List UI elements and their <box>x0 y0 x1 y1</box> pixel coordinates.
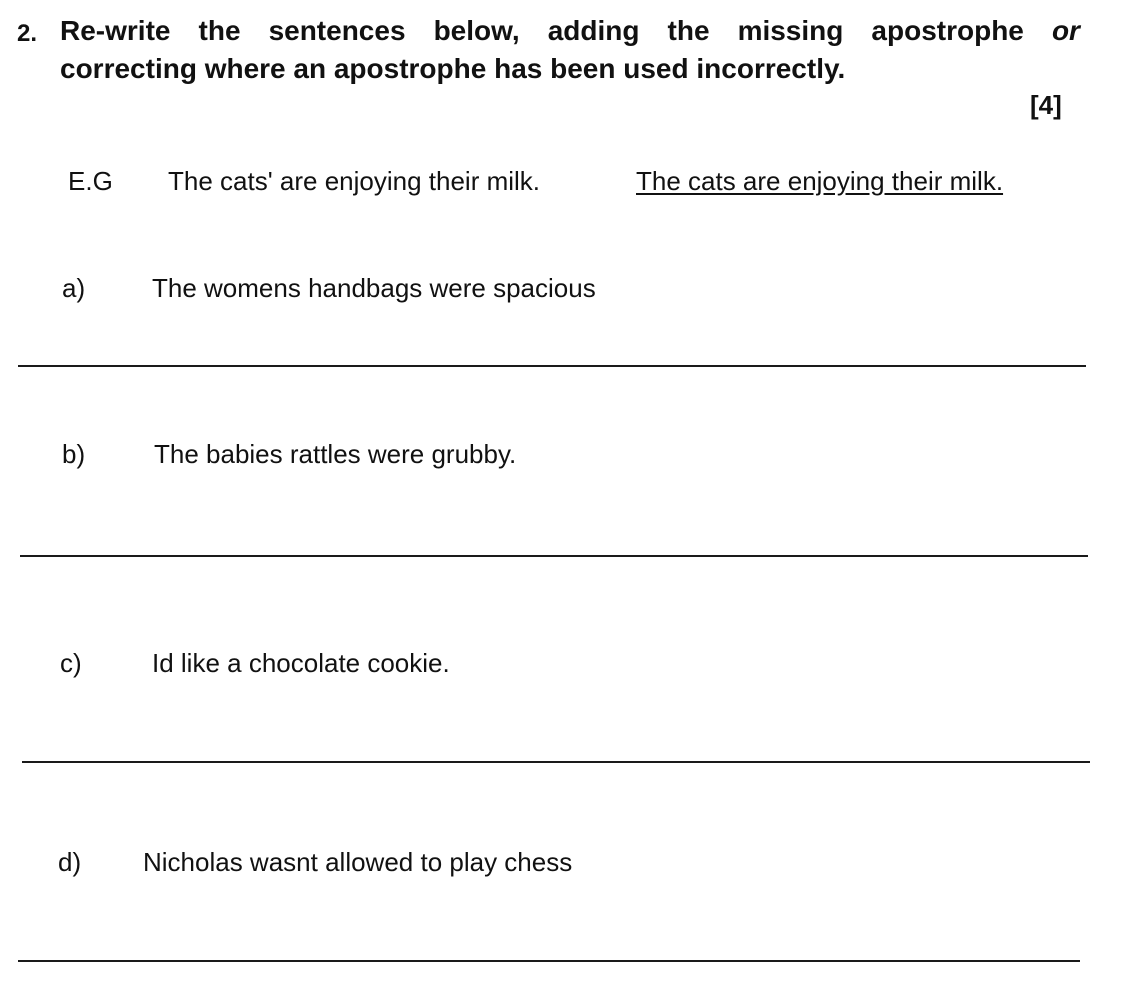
instruction-word: sentences <box>268 15 406 46</box>
instruction-word: the <box>198 15 241 46</box>
example-incorrect-sentence: The cats' are enjoying their milk. <box>168 166 541 196</box>
example-label: E.G <box>68 166 113 196</box>
answer-line-c[interactable] <box>22 761 1090 763</box>
answer-line-a[interactable] <box>18 365 1086 367</box>
example-corrected-sentence: The cats are enjoying their milk. <box>636 166 1004 196</box>
item-c-sentence: Id like a chocolate cookie. <box>152 648 450 678</box>
instruction-line-2: correcting where an apostrophe has been used incorrectly. <box>60 53 846 84</box>
instruction-word-italic: or <box>1051 15 1080 46</box>
instruction-word: below, <box>433 15 520 46</box>
item-a-sentence: The womens handbags were spacious <box>152 273 596 303</box>
instruction-line-1 <box>60 15 1080 47</box>
item-b-sentence: The babies rattles were grubby. <box>154 439 517 469</box>
instruction-word: the <box>667 15 710 46</box>
instruction-word: adding <box>547 15 640 46</box>
item-d-label: d) <box>58 847 82 877</box>
instruction-word: apostrophe <box>871 15 1024 46</box>
answer-line-b[interactable] <box>20 555 1088 557</box>
instruction-word: Re-write <box>60 15 171 46</box>
question-number: 2. <box>17 20 38 47</box>
item-c-label: c) <box>60 648 82 678</box>
instruction-word: missing <box>737 15 844 46</box>
item-a-label: a) <box>62 273 86 303</box>
item-b-label: b) <box>62 439 86 469</box>
answer-line-d[interactable] <box>18 960 1080 962</box>
marks-badge: [4] <box>1030 90 1062 120</box>
item-d-sentence: Nicholas wasnt allowed to play chess <box>143 847 573 877</box>
